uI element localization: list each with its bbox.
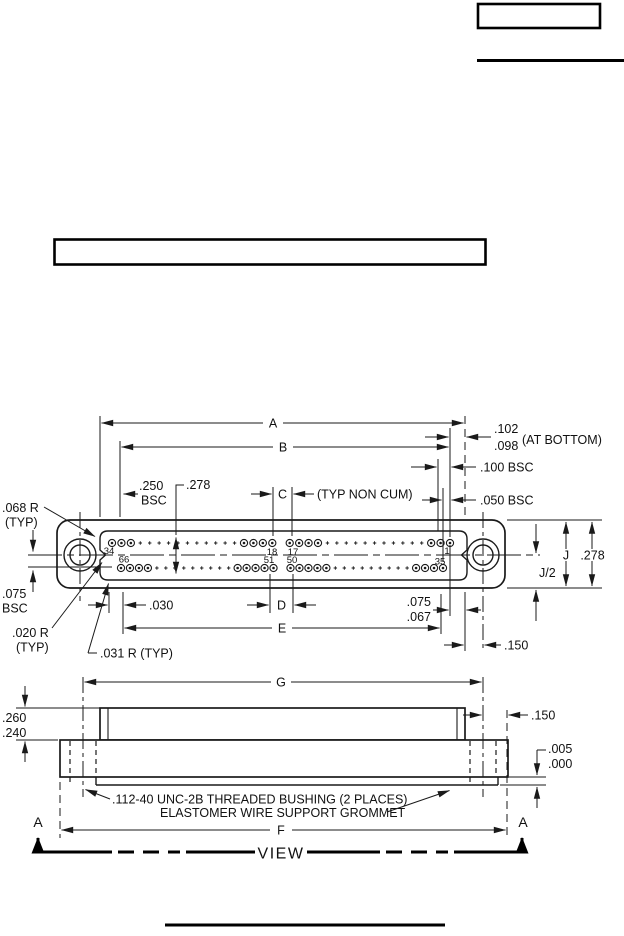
contact-pin-center [254,567,257,570]
contact-pin-center [245,567,248,570]
dim-240: .240 [2,726,27,740]
contact-pin-center [439,542,442,545]
contact-pin-center [424,567,427,570]
pin-number-1: 1 [444,546,450,557]
dim-100-bsc: .100 BSC [480,460,534,475]
dim-f-label: F [277,823,285,838]
dim-098: .098 [494,439,519,453]
contact-pin-center [120,542,123,545]
caption-box [55,240,486,265]
r031-label: .031 R (TYP) [100,646,173,661]
r020-label: .020 R [12,626,49,640]
dim-005: .005 [548,742,573,756]
flange [100,708,465,740]
contact-pin-center [307,567,310,570]
contact-pin-center [298,542,301,545]
pin-number-51: 51 [263,555,275,566]
contact-pin-center [147,567,150,570]
r020-typ: (TYP) [16,640,49,655]
pin-number-34: 34 [103,546,115,557]
contact-pin-center [130,542,133,545]
dim-a-label: A [268,416,278,431]
side-view [2,676,572,863]
section-label-left: A [33,814,43,830]
face-view [2,416,608,661]
contact-pin-center [236,567,239,570]
contact-pin-center [120,567,123,570]
contact-pin-center [317,542,320,545]
pin-number-66: 66 [118,554,130,566]
contact-pin-center [325,567,328,570]
dim-000: .000 [548,757,573,771]
contact-pin-center [298,567,301,570]
contact-pin-center [243,542,246,545]
contact-pin-center [138,567,141,570]
bushing-note: .112-40 UNC-2B THREADED BUSHING (2 PLACES) [112,792,408,807]
dim-e-label: E [277,621,287,636]
contact-pin-center [272,567,275,570]
pin-number-50: 50 [286,555,298,566]
dim-250: .250 [139,479,164,493]
contact-pin-center [289,567,292,570]
dim-075-left-bsc: BSC [2,601,28,616]
contact-pin-center [263,567,266,570]
dim-b-label: B [278,440,288,455]
dim-067: .067 [406,610,431,624]
contact-pin-center [252,542,255,545]
contact-pin-center [262,542,265,545]
dim-d-label: D [276,598,287,613]
contact-pin-center [271,542,274,545]
pin-number-35: 35 [434,556,446,568]
dim-260: .260 [2,711,27,725]
dim-j-half: J/2 [539,566,556,580]
typ-non-cum-note: (TYP NON CUM) [317,487,413,502]
dim-g-label: G [276,675,286,690]
title-block-box [478,4,600,28]
dim-075: .075 [406,595,431,609]
contact-pin-center [129,567,132,570]
housing [60,740,508,777]
dim-030: .030 [149,598,174,613]
grommet [96,777,498,785]
dim-075-left: .075 [2,587,27,601]
contact-pin-center [307,542,310,545]
contact-pin-center [111,542,114,545]
dim-250-bsc: BSC [141,493,167,508]
contact-pin-center [316,567,319,570]
dim-150-face: .150 [504,638,529,653]
dim-278-rows: .278 [186,478,211,492]
contact-pin-center [430,542,433,545]
dim-150-side: .150 [531,708,556,723]
grommet-note: ELASTOMER WIRE SUPPORT GROMMET [160,806,406,820]
view-label: VIEW [257,845,305,863]
contact-pin-center [288,542,291,545]
r068-label: .068 R [2,501,39,515]
contact-pin-center [449,542,452,545]
dim-c-label: C [277,487,288,502]
dim-j-label: J [562,548,570,563]
pin-number-17: 17 [287,547,299,558]
pin-number-18: 18 [266,547,278,558]
dim-102: .102 [494,422,519,436]
dim-278-right: .278 [580,548,605,563]
section-label-right: A [518,814,528,830]
contact-pin-center [415,567,418,570]
dim-050-bsc: .050 BSC [480,493,534,508]
r068-typ: (TYP) [5,515,38,530]
at-bottom-note: (AT BOTTOM) [522,433,602,447]
